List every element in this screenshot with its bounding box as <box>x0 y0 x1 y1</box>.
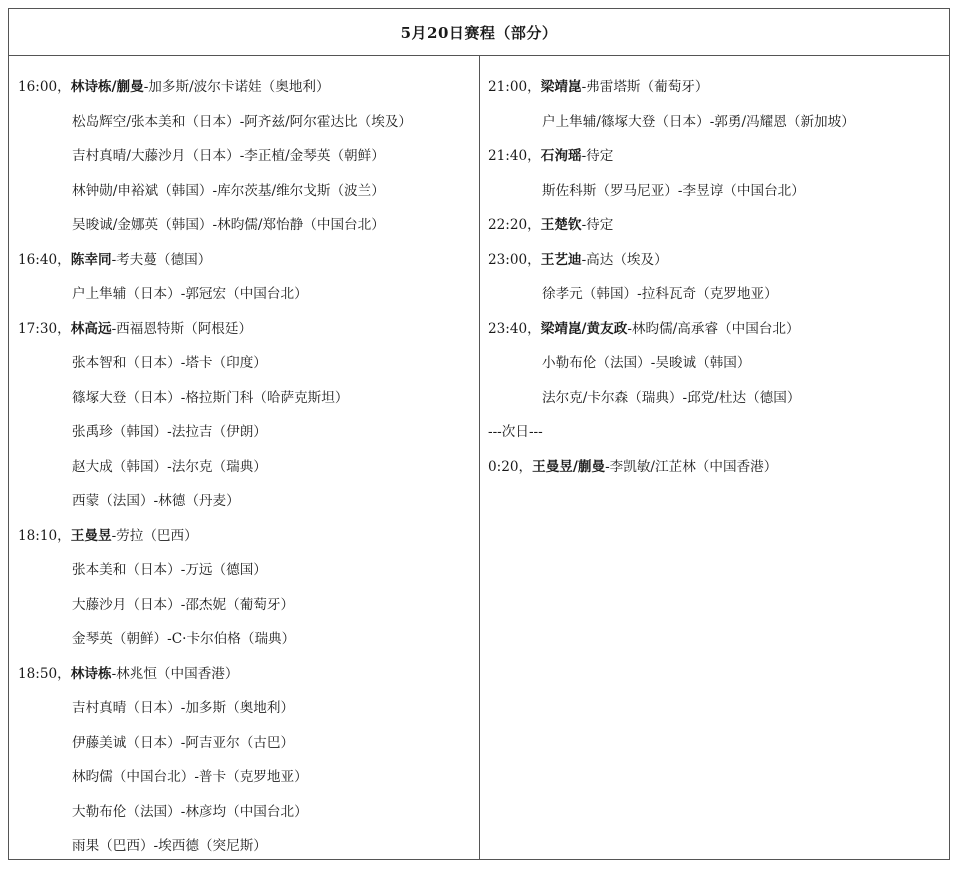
match-line <box>18 691 479 726</box>
match-time: 18:50， <box>18 665 71 682</box>
match-time: 16:40， <box>18 251 71 268</box>
match-text: 大藤沙月（日本）-邵杰妮（葡萄牙） <box>72 596 295 613</box>
featured-player: 林高远 <box>70 320 112 337</box>
schedule-line <box>488 243 949 278</box>
schedule-line <box>488 70 949 105</box>
match-time: 23:40， <box>488 320 541 337</box>
match-time: 21:40， <box>488 148 541 164</box>
match-line <box>18 622 479 657</box>
schedule-line <box>18 519 479 554</box>
right-column <box>480 56 949 859</box>
match-text: 吉村真晴（日本）-加多斯（奥地利） <box>72 700 295 716</box>
featured-player: 王曼昱/蒯曼 <box>532 458 606 475</box>
match-time: 16:00， <box>18 79 71 95</box>
table-body <box>9 56 949 859</box>
schedule-line <box>488 208 949 243</box>
opponent: -待定 <box>581 148 614 164</box>
match-time: 23:00， <box>488 251 541 268</box>
opponent: -劳拉（巴西） <box>111 527 198 544</box>
match-line <box>488 105 949 140</box>
table-title: 5月20日赛程（部分） <box>9 9 949 56</box>
match-line <box>18 829 479 864</box>
match-text: 西蒙（法国）-林德（丹麦） <box>72 493 240 509</box>
match-line <box>18 415 479 450</box>
featured-player: 陈幸同 <box>70 251 112 268</box>
day-separator <box>488 415 949 450</box>
featured-player: 王曼昱 <box>70 527 112 544</box>
match-text: 伊藤美诚（日本）-阿吉亚尔（古巴） <box>72 734 295 751</box>
featured-player: 林诗栋 <box>70 665 112 682</box>
match-line <box>18 484 479 519</box>
match-line <box>18 795 479 830</box>
schedule-line <box>18 657 479 692</box>
featured-player: 梁靖崑/黄友政 <box>540 320 628 337</box>
schedule-line <box>18 70 479 105</box>
opponent: -待定 <box>581 217 614 233</box>
match-time: 22:20， <box>488 217 541 233</box>
match-text: 斯佐科斯（罗马尼亚）-李昱谆（中国台北） <box>542 182 805 199</box>
match-line <box>18 553 479 588</box>
match-text: 张本智和（日本）-塔卡（印度） <box>72 355 267 371</box>
opponent: -李凯敏/江芷林（中国香港） <box>605 458 778 475</box>
match-line <box>18 208 479 243</box>
match-line <box>488 346 949 381</box>
match-line <box>18 346 479 381</box>
match-text: 户上隼辅（日本）-郭冠宏（中国台北） <box>72 286 308 302</box>
match-text: 吉村真晴/大藤沙月（日本）-李正植/金琴英（朝鲜） <box>72 148 385 164</box>
match-text: 松岛辉空/张本美和（日本）-阿齐兹/阿尔霍达比（埃及） <box>72 113 413 130</box>
match-time: 21:00， <box>488 79 541 95</box>
match-text: 篠塚大登（日本）-格拉斯门科（哈萨克斯坦） <box>72 389 349 406</box>
opponent: -林兆恒（中国香港） <box>111 665 239 682</box>
schedule-line <box>18 243 479 278</box>
match-line <box>488 381 949 416</box>
opponent: -加多斯/波尔卡诺娃（奥地利） <box>143 79 330 95</box>
schedule-line <box>488 312 949 347</box>
match-text: 林昀儒（中国台北）-普卡（克罗地亚） <box>72 769 308 785</box>
match-text: 法尔克/卡尔森（瑞典）-邱党/杜达（德国） <box>542 389 801 406</box>
schedule-line <box>488 450 949 485</box>
match-text: 小勒布伦（法国）-吴晙诚（韩国） <box>542 355 751 371</box>
schedule-line <box>18 312 479 347</box>
match-line <box>18 174 479 209</box>
match-text: 徐孝元（韩国）-拉科瓦奇（克罗地亚） <box>542 286 778 302</box>
opponent: -林昀儒/高承睿（中国台北） <box>627 320 800 337</box>
featured-player: 王楚钦 <box>540 217 582 233</box>
match-line <box>18 760 479 795</box>
match-text: 雨果（巴西）-埃西德（突尼斯） <box>72 838 267 854</box>
match-line <box>18 726 479 761</box>
match-line <box>18 105 479 140</box>
opponent: -高达（埃及） <box>581 251 668 268</box>
match-line <box>18 381 479 416</box>
match-text: 户上隼辅/篠塚大登（日本）-郭勇/冯耀恩（新加坡） <box>542 113 855 130</box>
match-line <box>18 450 479 485</box>
match-text: 张禹珍（韩国）-法拉吉（伊朗） <box>72 424 267 440</box>
match-text: 金琴英（朝鲜）-C·卡尔伯格（瑞典） <box>72 631 296 647</box>
match-time: 17:30， <box>18 320 71 337</box>
featured-player: 王艺迪 <box>540 251 582 268</box>
match-line <box>488 174 949 209</box>
match-text: 赵大成（韩国）-法尔克（瑞典） <box>72 458 267 475</box>
match-text: 张本美和（日本）-万远（德国） <box>72 562 267 578</box>
opponent: -弗雷塔斯（葡萄牙） <box>581 79 709 95</box>
match-line <box>18 139 479 174</box>
opponent: -考夫蔓（德国） <box>111 251 212 268</box>
schedule-line <box>488 139 949 174</box>
match-text: 大勒布伦（法国）-林彦均（中国台北） <box>72 803 308 820</box>
match-text: 林钟勋/申裕斌（韩国）-库尔茨基/维尔戈斯（波兰） <box>72 182 385 199</box>
featured-player: 石洵瑶 <box>540 148 582 164</box>
schedule-table <box>8 8 950 860</box>
left-column <box>9 56 480 859</box>
featured-player: 林诗栋/蒯曼 <box>70 79 144 95</box>
opponent: -西福恩特斯（阿根廷） <box>111 320 253 337</box>
match-text: 吴晙诚/金娜英（韩国）-林昀儒/郑怡静（中国台北） <box>72 217 385 233</box>
match-line <box>18 277 479 312</box>
match-time: 0:20， <box>488 458 533 475</box>
featured-player: 梁靖崑 <box>540 79 582 95</box>
match-line <box>18 588 479 623</box>
match-line <box>488 277 949 312</box>
separator-text: ---次日--- <box>488 424 543 440</box>
match-time: 18:10， <box>18 527 71 544</box>
